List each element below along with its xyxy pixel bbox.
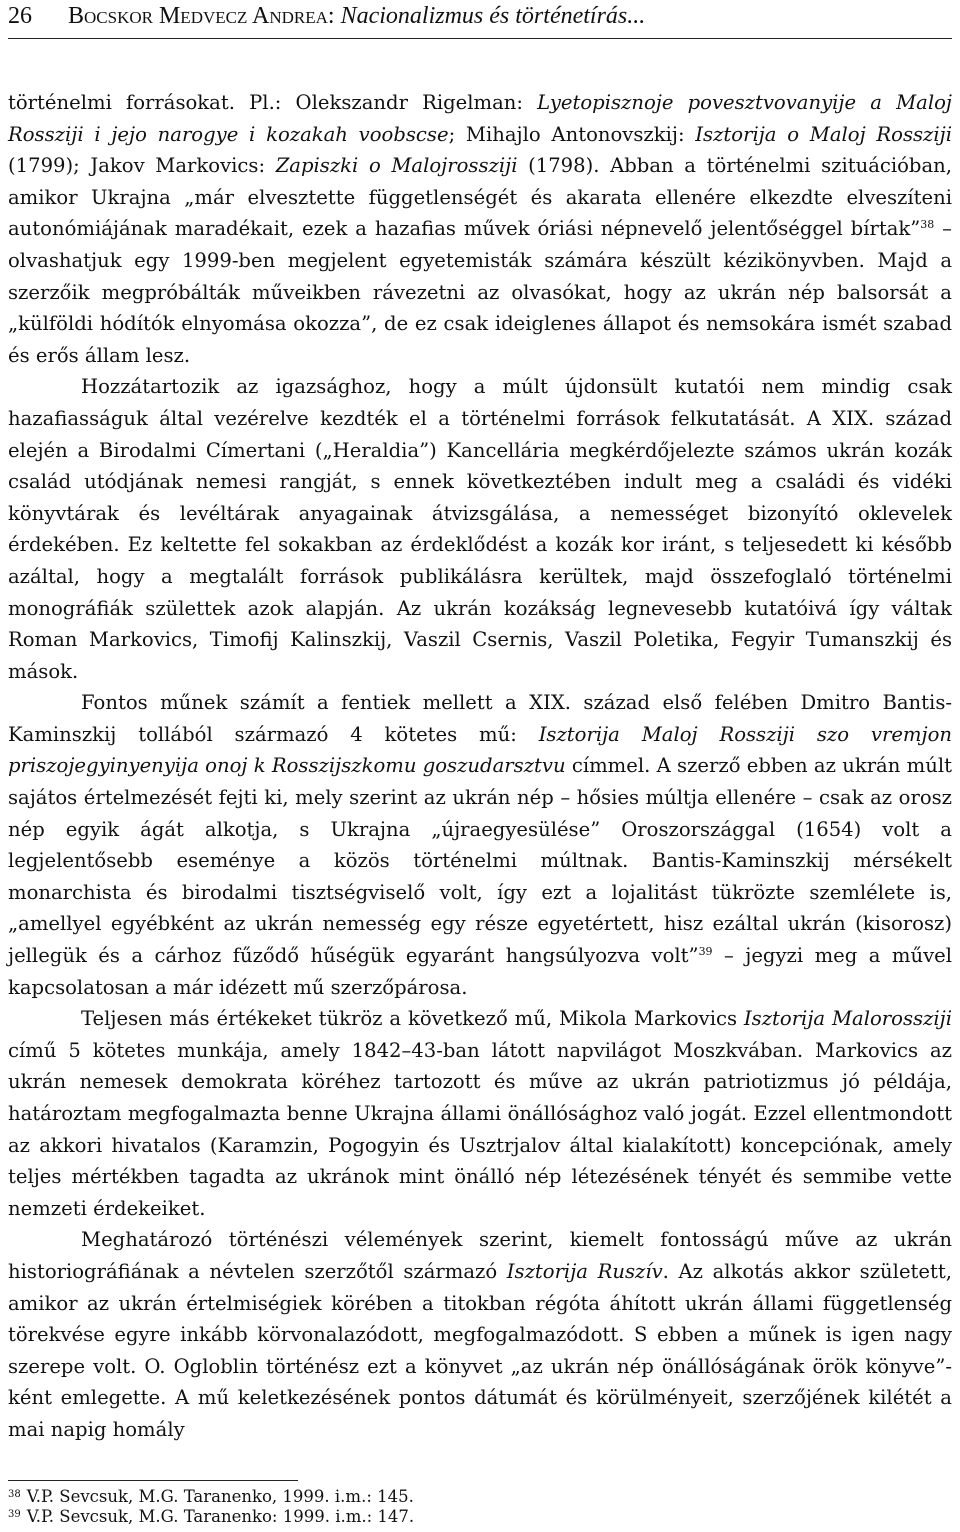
text-run: címmel. A szerző ebben az ukrán múlt sajátos értelmezését fejti ki, mely szerint az ukrán nép – hősies múltja ellenére – csak az orosz nép egyik ágát alkotja, s Ukrajna „újraegyesülése” Oroszországgal (1654) volt a legjelentősebb eseménye a közös történelmi múltnak. Bantis-Kaminszkij mérsékelt monarchista és birodalmi tisztségviselő volt, így ezt a lojalitást tükrözte szemlélete is, „amellyel egyébként az ukrán nemesség egy része egyetértett, hisz ezáltal ukrán (kisorosz) jellegük és a cárhoz fűződő hűségük egyaránt hangsúlyozva volt” (8, 754, 952, 968)
text-run: . Az alkotás akkor született, amikor az ukrán értelmiségiek körében a titokban régóta áhított ukrán állami függetlenség törekvése egyre inkább körvonalazódott, megfogalmazódott. S ebben a műnek is igen nagy szerepe volt. O. Ogloblin történész ezt a könyvet „az ukrán nép önállóságának örök könyve”-ként emlegette. A mű keletkezésének pontos dátumát és körülményeit, szerzőjének kilétét a mai napig homály (8, 1259, 952, 1441)
text-run: Hozzátartozik az igazsághoz, hogy a múlt újdonsült kutatói nem mindig csak hazafiasságuk által vezérelve kezdték el a történelmi források felkutatását. A XIX. század elején a Birodalmi Címertani („Heraldia”) Kancellária megkérdőjelezte számos ukrán kozák család utódjának nemesi rangját, s ennek következtében indult meg a családi és vidéki könyvtárak és levéltárak anyagainak átvizsgálása, a nemességet bizonyító oklevelek érdekében. Ez keltette fel sokakban az érdeklődést a kozák kor iránt, s teljesedett ki később azáltal, hogy a megtalált források publikálásra kerültek, majd összefoglaló történelmi monográfiák születtek azok alapján. Az ukrán kozákság legnevesebb kutatóivá így váltak Roman Markovics, Timofij Kalinszkij, Vaszil Csernis, Vaszil Poletika, Fegyir Tumanszkij és mások. (8, 375, 952, 683)
paragraph (8, 1003, 952, 1224)
footnote-ref: 38 (920, 218, 935, 232)
paragraph (8, 87, 952, 371)
footnote-separator (8, 1480, 298, 1481)
italic-title: Isztorija Ruszív (506, 1259, 663, 1283)
body-text (8, 87, 952, 1446)
text-run: (1798). Abban a történelmi szituációban, amikor Ukrajna „már elvesztette függetlenségét és akarata ellenére elkezdte elveszíteni autonómiájának maradékait, ezek a hazafias művek óriási népnevelő jelentőséggel bírtak” (8, 154, 952, 241)
footnote-text: V.P. Sevcsuk, M.G. Taranenko: 1999. i.m.: 147. (26, 1507, 415, 1526)
italic-title: Isztorija Maloj Rossziji szo vremjon priszojegyinyenyija onoj k Rosszijszkomu goszudarsztvu (8, 722, 952, 778)
footnote (8, 1507, 952, 1527)
italic-title: Lyetopisznoje povesztvovanyije a Maloj Rossziji i jejo narogye i kozakah voobscse (8, 91, 952, 146)
text-run: Meghatározó történészi vélemények szerint, kiemelt fontosságú műve az ukrán historiográfiának a névtelen szerzőtől származó (8, 1228, 952, 1283)
page-number: 26 (8, 3, 32, 29)
italic-title: Isztorija Malorossziji (743, 1007, 953, 1031)
text-run: – olvashatjuk egy 1999-ben megjelent egyetemisták számára készült kézikönyvben. Majd a szerzőik megpróbálták műveikben rávezetni az olvasókat, hogy az ukrán nép balsorsát a „külföldi hódítók elnyomása okozza”, de ez csak ideiglenes állapot és nemsokára ismét szabad és erős állam lesz. (8, 217, 952, 367)
running-header (8, 0, 952, 32)
footnotes (8, 1487, 952, 1527)
footnote-text: V.P. Sevcsuk, M.G. Taranenko, 1999. i.m.: 145. (26, 1487, 414, 1506)
running-title (68, 3, 645, 29)
header-rule (8, 38, 952, 39)
text-run: történelmi forrásokat. Pl.: Olekszandr Rigelman: (8, 91, 538, 114)
text-run: című 5 kötetes munkája, amely 1842–43-ban látott napvilágot Moszkvában. Markovics az ukrán nemesek demokrata köréhez tartozott és műve az ukrán patriotizmus jó példája, határoztam megfogalmazta benne Ukrajna állami önállósághoz való jogát. Ezzel ellentmondott az akkori hivatalos (Karamzin, Pogogyin és Usztrjalov által kialakított) koncepciónak, amely teljes mértékben tagadta az ukránok mint önálló nép létezésének tényét és semmibe vette nemzeti érdekeiket. (8, 1038, 952, 1220)
text-run: ; Mihajlo Antonovszkij: (448, 122, 696, 146)
header-title: Nacionalizmus és történetírás... (340, 3, 646, 29)
italic-title: Zapiszki o Malojrossziji (275, 154, 518, 178)
paragraph (8, 1224, 952, 1445)
footnote-number: 39 (8, 1509, 21, 1520)
footnote (8, 1487, 952, 1507)
text-run: Teljesen más értékeket tükröz a következő mű, Mikola Markovics (81, 1007, 744, 1031)
text-run: Fontos műnek számít a fentiek mellett a XIX. század első felében Dmitro Bantis-Kaminszkij tollából származó 4 kötetes mű: (8, 691, 952, 746)
text-run: – jegyzi meg a művel kapcsolatosan a már idézett mű szerzőpárosa. (8, 944, 952, 999)
header-author: Bocskor Medvecz Andrea: (68, 3, 335, 29)
paragraph (8, 371, 952, 687)
footnote-number: 38 (8, 1489, 21, 1500)
italic-title: Isztorija o Maloj Rossziji (695, 122, 952, 146)
paragraph (8, 687, 952, 1003)
footnote-ref: 39 (698, 945, 713, 959)
text-run: (1799); Jakov Markovics: (8, 154, 276, 178)
